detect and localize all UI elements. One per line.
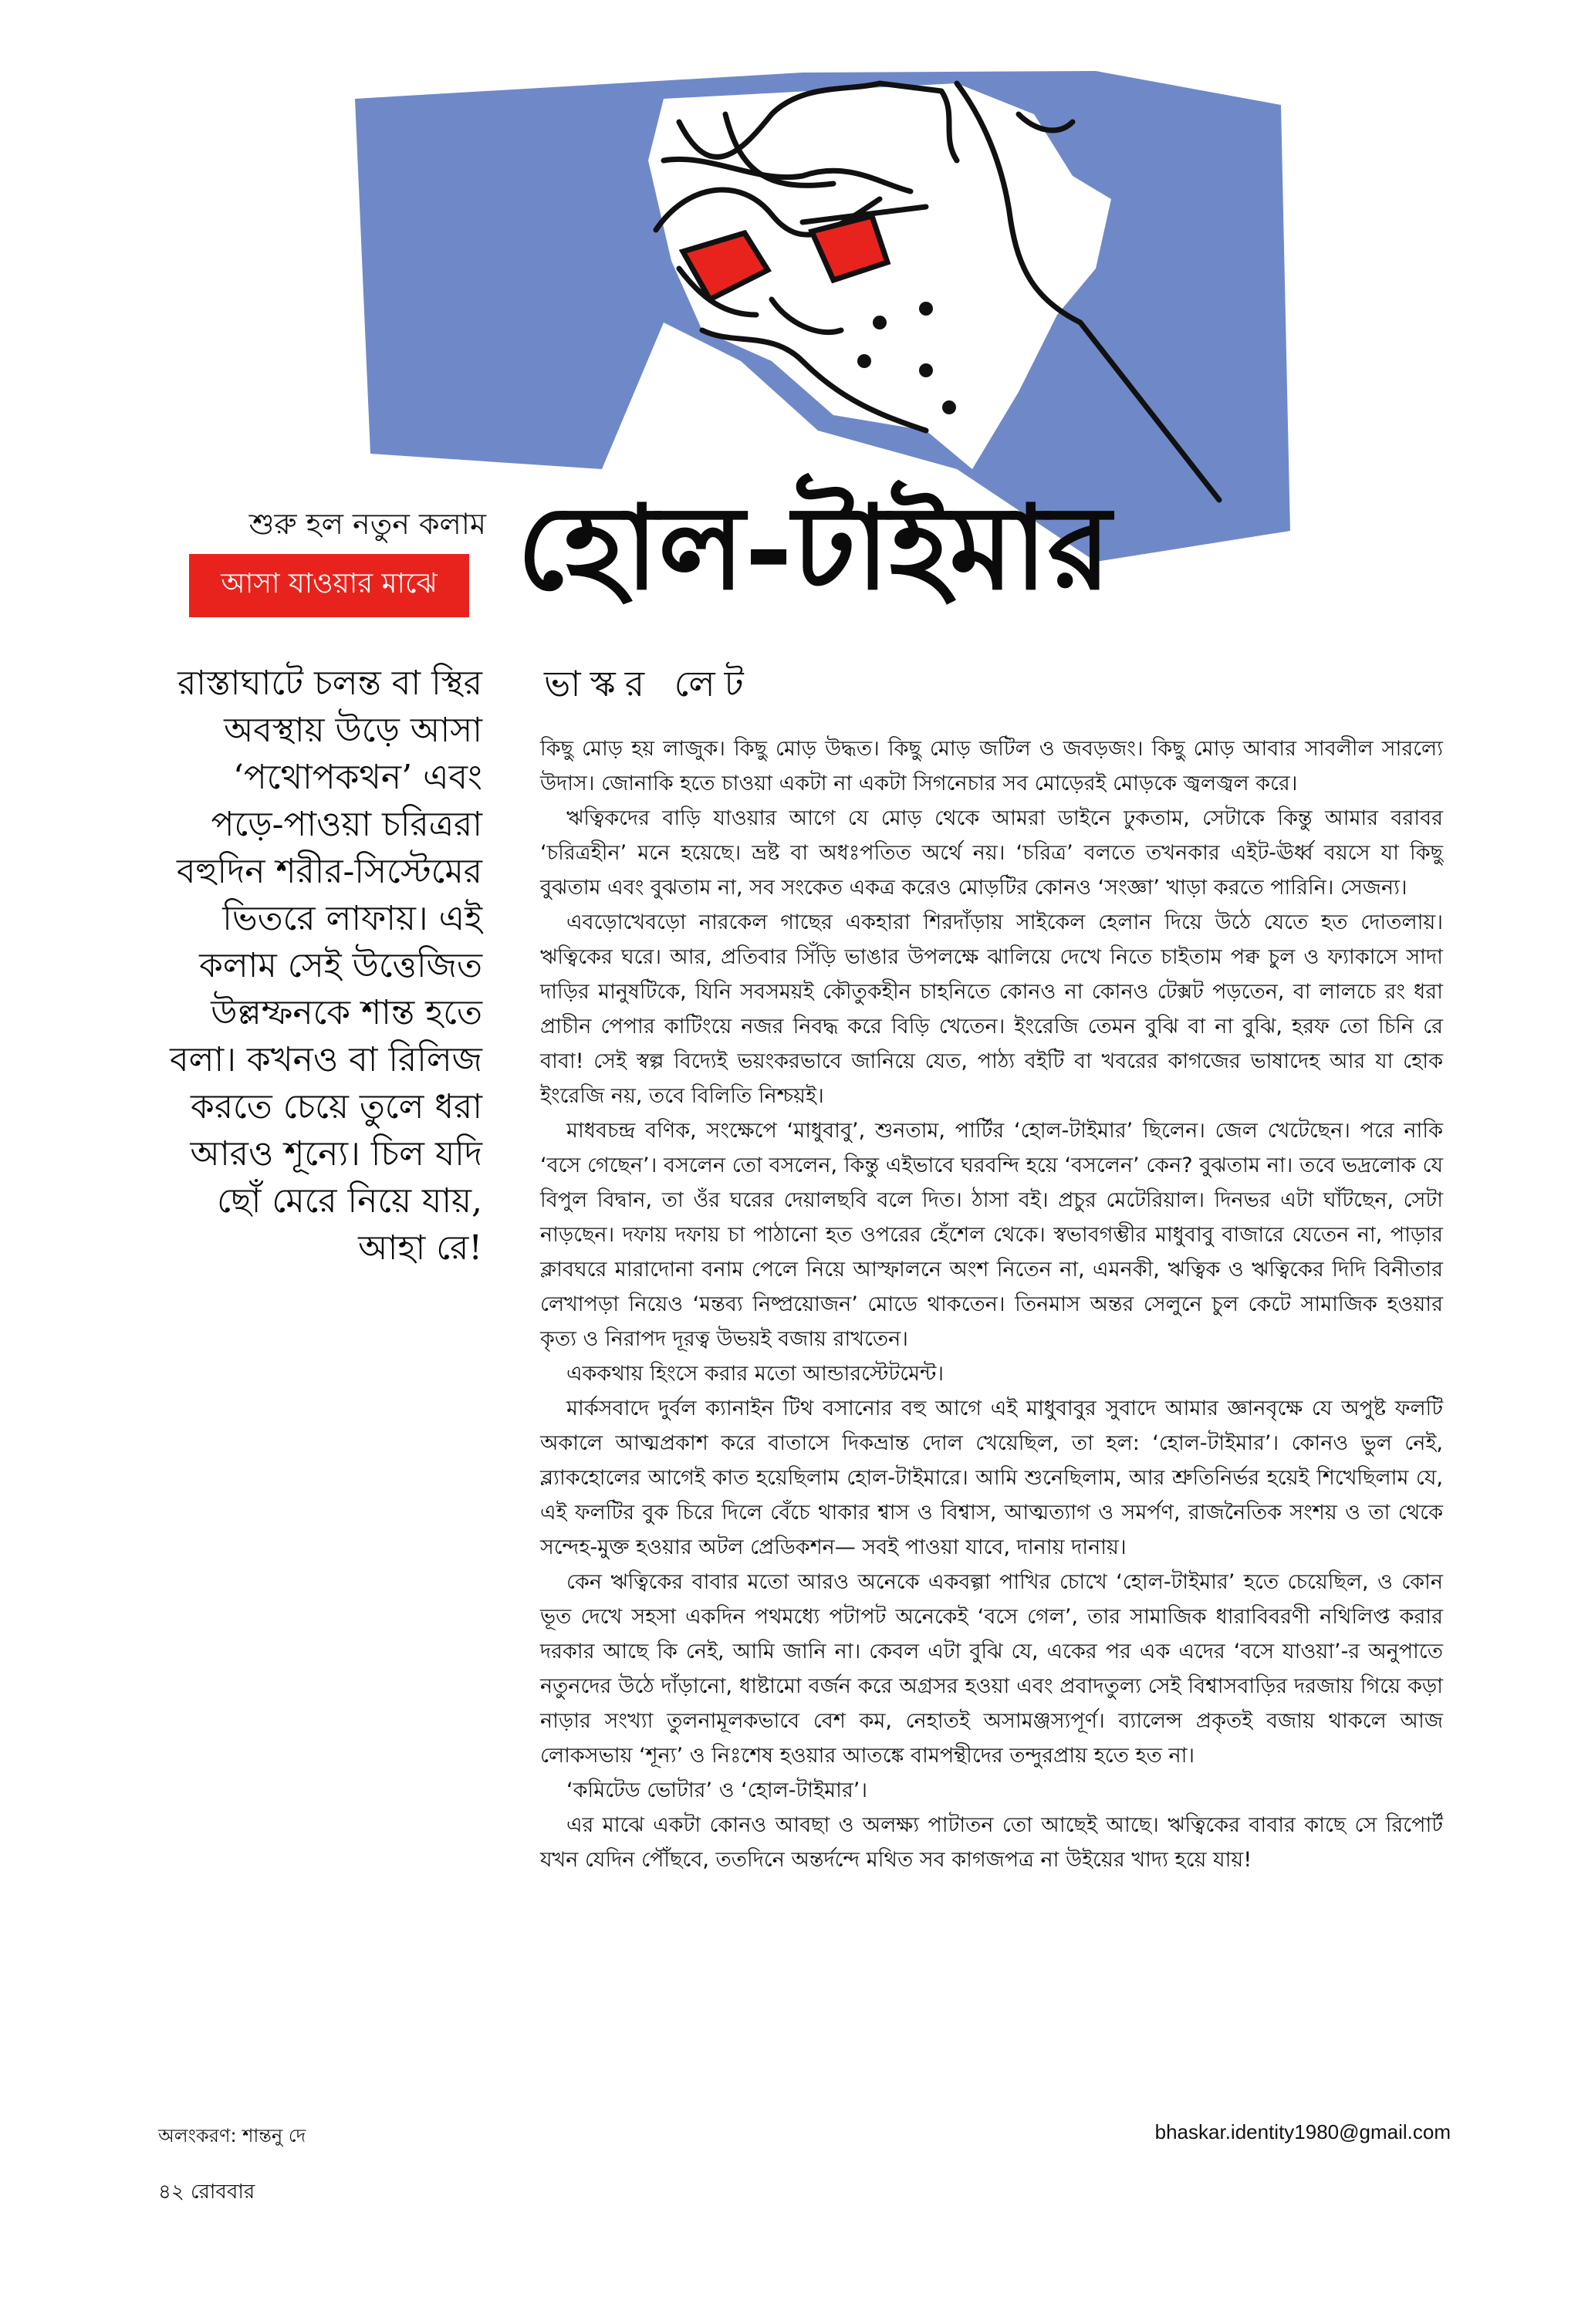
body-paragraph: এর মাঝে একটা কোনও আবছা ও অলক্ষ্য পাটাতন তো আছেই আছে। ঋত্বিকের বাবার কাছে সে রিপোর্ট যখন যেদিন পৌঁছবে, ততদিনে অন্তর্দন্দে মথিত সব কাগজপত্র না উইয়ের খাদ্য হয়ে যায়! — [540, 1813, 1443, 1872]
column-kicker: শুরু হল নতুন কলাম — [248, 507, 486, 541]
author-email: bhaskar.identity1980@gmail.com — [1154, 2120, 1451, 2143]
illustration-credit: অলংকরণ: শান্তনু দে — [158, 2125, 306, 2147]
page-folio: ৪২ রোববার — [158, 2180, 255, 2204]
author-byline: ভাস্কর লেট — [544, 663, 753, 704]
body-paragraph: মার্কসবাদে দুর্বল ক্যানাইন টিথ বসানোর বহু আগে এই মাধুবাবুর সুবাদে আমার জ্ঞানবৃক্ষে যে অপুষ্ট ফলটি অকালে আত্মপ্রকাশ করে বাতাসে দিকভ্রান্ত দোল খেয়েছিল, তা হল: ‘হোল-টাইমার’। কোনও ভুল নেই, ব্ল্যাকহোলের আগেই কাত হয়েছিলাম হোল-টাইমারে। আমি শুনেছিলাম, আর শ্রুতিনির্ভর হয়েই শিখেছিলাম যে, এই ফলটির বুক চিরে দিলে বেঁচে থাকার শ্বাস ও বিশ্বাস, আত্মত্যাগ ও সমর্পণ, রাজনৈতিক সংশয় ও তা থেকে সন্দেহ-মুক্ত হওয়ার অটল প্রেডিকশন— সবই পাওয়া যাবে, দানায় দানায়। — [540, 1397, 1443, 1559]
pull-quote — [150, 660, 482, 1272]
body-paragraph: এককথায় হিংসে করার মতো আন্ডারস্টেটমেন্ট। — [566, 1362, 944, 1386]
body-paragraph: কেন ঋত্বিকের বাবার মতো আরও অনেকে একবল্গা পাখির চোখে ‘হোল-টাইমার’ হতে চেয়েছিল, ও কোন ভূত দেখে সহসা একদিন পথমধ্যে পটাপট অনেকেই ‘বসে গেল’, তার সামাজিক ধারাবিবরণী নথিলিপ্ত করার দরকার আছে কি নেই, আমি জানি না। কেবল এটা বুঝি যে, একের পর এক এদের ‘বসে যাওয়া’-র অনুপাতে নতুনদের উঠে দাঁড়ানো, ধাষ্টামো বর্জন করে অগ্রসর হওয়া এবং প্রবাদতুল্য সেই বিশ্বাসবাড়ির দরজায় গিয়ে কড়া নাড়ার সংখ্যা তুলনামূলকভাবে বেশ কম, নেহাতই অসামঞ্জস্যপূর্ণ। ব্যালেন্স প্রকৃতই বজায় থাকলে আজ লোকসভায় ‘শূন্য’ ও নিঃশেষ হওয়ার আতঙ্কে বামপন্থীদের তন্দুরপ্রায় হতে হত না। — [540, 1570, 1443, 1768]
body-paragraph: কিছু মোড় হয় লাজুক। কিছু মোড় উদ্ধত। কিছু মোড় জটিল ও জবড়জং। কিছু মোড় আবার সাবলীল সারল্যে উদাস। জোনাকি হতে চাওয়া একটা না একটা সিগনেচার সব মোড়েরই মোড়কে জ্বলজ্বল করে। — [540, 737, 1443, 795]
series-badge: আসা যাওয়ার মাঝে — [189, 554, 469, 617]
body-paragraph: এবড়োখেবড়ো নারকেল গাছের একহারা শিরদাঁড়ায় সাইকেল হেলান দিয়ে উঠে যেতে হত দোতলায়। ঋত্বিকের ঘরে। আর, প্রতিবার সিঁড়ি ভাঙার উপলক্ষে ঝালিয়ে দেখে নিতে চাইতাম পক্ব চুল ও ফ্যাকাসে সাদা দাড়ির মানুষটিকে, যিনি সবসময়ই কৌতুকহীন চাহনিতে কোনও না কোনও টেক্সট পড়তেন, বা লালচে রং ধরা প্রাচীন পেপার কাটিংয়ে নজর নিবদ্ধ করে বিড়ি খেতেন। ইংরেজি তেমন বুঝি বা না বুঝি, হরফ তো চিনি রে বাবা! সেই স্বল্প বিদ্যেই ভয়ংকরভাবে জানিয়ে যেত, পাঠ্য বইটি বা খবরের কাগজের ভাষাদেহ আর যা হোক ইংরেজি নয়, তবে বিলিতি নিশ্চয়ই। — [540, 910, 1443, 1108]
article-title: হোল-টাইমার — [517, 480, 1111, 616]
article-body — [540, 731, 1443, 1877]
pull-quote-text: রাস্তাঘাটে চলন্ত বা স্থির অবস্থায় উড়ে আসা ‘পথোপকথন’ এবং পড়ে-পাওয়া চরিত্ররা বহুদিন শরীর-সিস্টেমের ভিতরে লাফায়। এই কলাম সেই উত্তেজিত উল্লম্ফনকে শান্ত হতে বলা। কখনও বা রিলিজ করতে চেয়ে তুলে ধরা আরও শূন্যে। চিল যদি ছোঁ মেরে নিয়ে যায়, আহা রে! — [170, 664, 482, 1268]
body-paragraph: ‘কমিটেড ভোটার’ ও ‘হোল-টাইমার’। — [566, 1778, 868, 1802]
body-paragraph: ঋত্বিকদের বাড়ি যাওয়ার আগে যে মোড় থেকে আমরা ডাইনে ঢুকতাম, সেটাকে কিন্তু আমার বরাবর ‘চরিত্রহীন’ মনে হয়েছে। ভ্রষ্ট বা অধঃপতিত অর্থে নয়। ‘চরিত্র’ বলতে তখনকার এইট-ঊর্ধ্ব বয়সে যা কিছু বুঝতাম এবং বুঝতাম না, সব সংকেত একত্র করেও মোড়টির কোনও ‘সংজ্ঞা’ খাড়া করতে পারিনি। সেজন্য। — [540, 806, 1443, 900]
body-paragraph: মাধবচন্দ্র বণিক, সংক্ষেপে ‘মাধুবাবু’, শুনতাম, পার্টির ‘হোল-টাইমার’ ছিলেন। জেল খেটেছেন। পরে নাকি ‘বসে গেছেন’। বসলেন তো বসলেন, কিন্তু এইভাবে ঘরবন্দি হয়ে ‘বসলেন’ কেন? বুঝতাম না। তবে ভদ্রলোক যে বিপুল বিদ্বান, তা ওঁর ঘরের দেয়ালছবি বলে দিত। ঠাসা বই। প্রচুর মেটেরিয়াল। দিনভর এটা ঘাঁটছেন, সেটা নাড়ছেন। দফায় দফায় চা পাঠানো হত ওপরের হেঁশেল থেকে। স্বভাবগম্ভীর মাধুবাবু বাজারে যেতেন না, পাড়ার ক্লাবঘরে মারাদোনা বনাম পেলে নিয়ে আস্ফালনে অংশ নিতেন না, এমনকী, ঋত্বিক ও ঋত্বিকের দিদি বিনীতার লেখাপড়া নিয়েও ‘মন্তব্য নিষ্প্রয়োজন’ মোডে থাকতেন। তিনমাস অন্তর সেলুনে চুল কেটে সামাজিক হওয়ার কৃত্য ও নিরাপদ দূরত্ব উভয়ই বজায় রাখতেন। — [540, 1119, 1443, 1351]
